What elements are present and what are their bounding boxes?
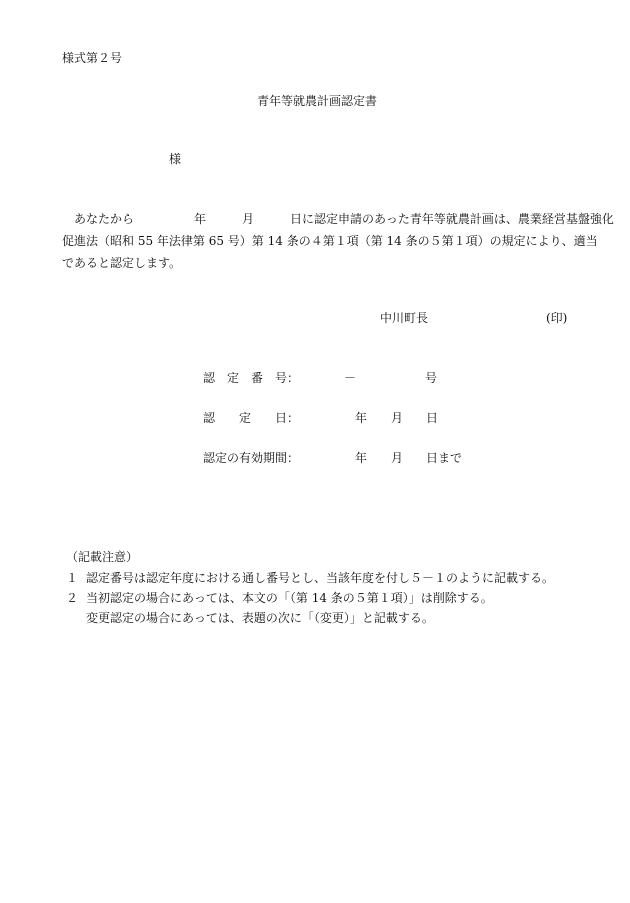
note-2-continuation: 変更認定の場合にあっては、表題の次に「（変更）」と記載する。 [86, 611, 434, 625]
note-2-number: ２ [66, 591, 79, 605]
certification-date-year: 年 [355, 411, 368, 425]
body-line-3: であると認定します。 [62, 256, 182, 270]
note-2-text: 当初認定の場合にあっては、本文の「（第 14 条の５第１項）」は削除する。 [86, 591, 493, 605]
note-1-text: 認定番号は認定年度における通し番号とし、当該年度を付し５－１のように記載する。 [86, 571, 555, 585]
certification-date-month: 月 [391, 411, 404, 425]
validity-period-label: 認定の有効期間： [203, 451, 300, 465]
validity-period-year: 年 [355, 451, 368, 465]
notes-heading: （記載注意） [66, 550, 139, 564]
body-paragraph [62, 208, 614, 274]
issuer-name: 中川町長 [380, 311, 429, 325]
certification-number-label: 認 定 番 号： [203, 371, 300, 385]
certification-number-suffix: 号 [425, 371, 438, 385]
document-title: 青年等就農計画認定書 [257, 94, 378, 108]
form-number: 様式第２号 [62, 51, 123, 65]
body-line-1: あなたから 年 月 日に認定申請のあった青年等就農計画は、農業経営基盤強化 [74, 212, 614, 226]
certification-date-day: 日 [426, 411, 439, 425]
certification-number-dash: － [344, 371, 357, 385]
seal-mark: (印) [546, 311, 568, 325]
addressee-suffix: 様 [169, 152, 182, 166]
note-1-number: １ [66, 571, 79, 585]
validity-period-month: 月 [391, 451, 404, 465]
certification-date-label: 認 定 日： [203, 411, 300, 425]
validity-period-until: 日まで [426, 451, 463, 465]
body-line-2: 促進法（昭和 55 年法律第 65 号）第 14 条の４第１項（第 14 条の５第１項）の規定により、適当 [62, 234, 598, 248]
